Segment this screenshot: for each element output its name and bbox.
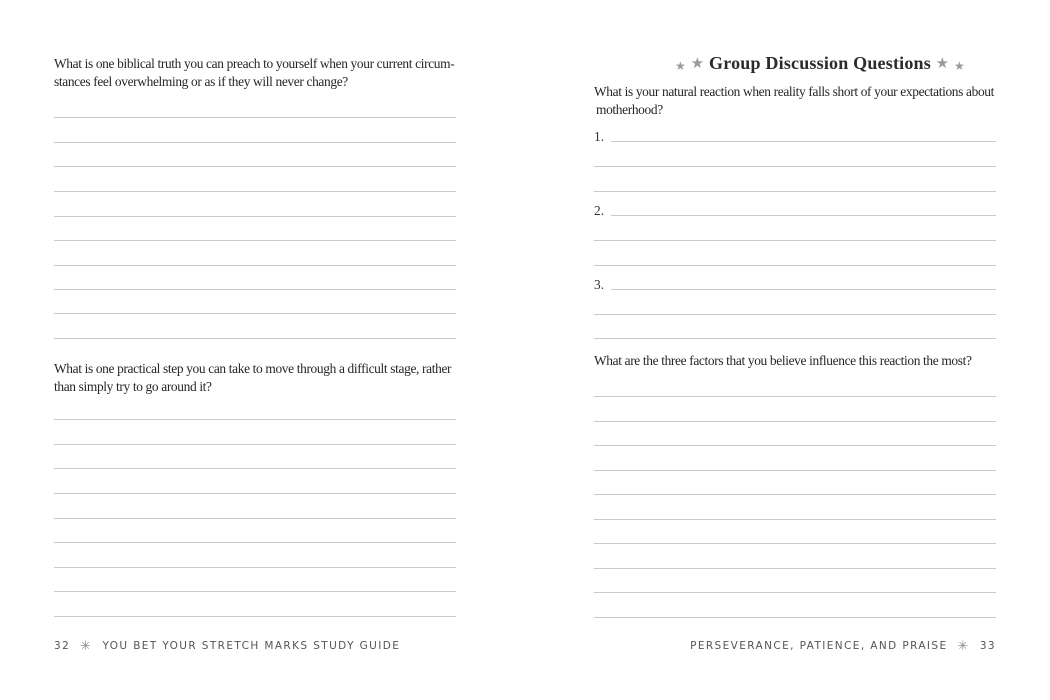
star-icon: ★ [954, 59, 965, 73]
running-head: YOU BET YOUR STRETCH MARKS STUDY GUIDE [102, 640, 401, 652]
answer-line[interactable] [594, 543, 996, 544]
question-text-line: motherhood? [596, 101, 663, 117]
answer-line[interactable] [594, 617, 996, 618]
answer-line-2[interactable] [611, 215, 996, 216]
answer-line[interactable] [54, 567, 456, 568]
question-text-line: What are the three factors that you believe influence this reaction the most? [594, 353, 972, 368]
answer-line[interactable] [594, 592, 996, 593]
answer-line[interactable] [594, 445, 996, 446]
answer-line[interactable] [54, 289, 456, 290]
question-text-line: What is one practical step you can take to move through a difficult stage, rather [54, 361, 452, 376]
item-number: 3. [594, 277, 605, 292]
item-number: 1. [594, 129, 605, 144]
answer-line-1[interactable] [611, 141, 996, 142]
answer-line[interactable] [54, 240, 456, 241]
answer-line[interactable] [594, 314, 996, 315]
answer-line[interactable] [54, 419, 456, 420]
question-practical-step [54, 360, 474, 395]
answer-line[interactable] [594, 240, 996, 241]
answer-line[interactable] [594, 494, 996, 495]
right-page [525, 0, 1050, 700]
answer-line[interactable] [54, 444, 456, 445]
answer-line[interactable] [54, 117, 456, 118]
answer-line[interactable] [594, 421, 996, 422]
answer-line[interactable] [594, 265, 996, 266]
answer-line[interactable] [54, 142, 456, 143]
answer-line[interactable] [54, 518, 456, 519]
answer-line[interactable] [54, 216, 456, 217]
answer-line[interactable] [54, 313, 456, 314]
section-title [410, 53, 1050, 74]
star-icon: ★ [690, 56, 705, 72]
answer-line[interactable] [594, 338, 996, 339]
answer-line[interactable] [54, 616, 456, 617]
question-text-line: stances feel overwhelming or as if they will never change? [54, 73, 348, 89]
page-number: 32 [54, 640, 71, 652]
question-natural-reaction [594, 83, 1014, 118]
right-footer [690, 638, 996, 653]
answer-line[interactable] [54, 591, 456, 592]
answer-line[interactable] [594, 166, 996, 167]
question-three-factors [594, 352, 1014, 370]
page-number: 33 [979, 640, 996, 652]
item-number: 2. [594, 203, 605, 218]
question-text-line: What is your natural reaction when reality falls short of your expectations about [594, 84, 995, 99]
star-icon: ★ [675, 59, 686, 73]
answer-line[interactable] [54, 542, 456, 543]
question-text-line: What is one biblical truth you can preach to yourself when your current circum- [54, 56, 455, 71]
running-head: PERSEVERANCE, PATIENCE, AND PRAISE [690, 640, 948, 652]
answer-line-3[interactable] [611, 289, 996, 290]
answer-line[interactable] [594, 568, 996, 569]
answer-line[interactable] [54, 493, 456, 494]
answer-line[interactable] [54, 166, 456, 167]
answer-line[interactable] [54, 191, 456, 192]
left-footer [54, 638, 400, 653]
asterisk-ornament-icon: ✳ [80, 639, 93, 654]
answer-line[interactable] [594, 396, 996, 397]
answer-line[interactable] [54, 338, 456, 339]
question-text-line: than simply try to go around it? [54, 378, 212, 394]
asterisk-ornament-icon: ✳ [957, 639, 970, 654]
answer-line[interactable] [54, 468, 456, 469]
star-icon: ★ [935, 56, 950, 72]
answer-line[interactable] [594, 519, 996, 520]
answer-line[interactable] [594, 470, 996, 471]
answer-line[interactable] [594, 191, 996, 192]
section-title-text: Group Discussion Questions [709, 53, 931, 73]
answer-line[interactable] [54, 265, 456, 266]
